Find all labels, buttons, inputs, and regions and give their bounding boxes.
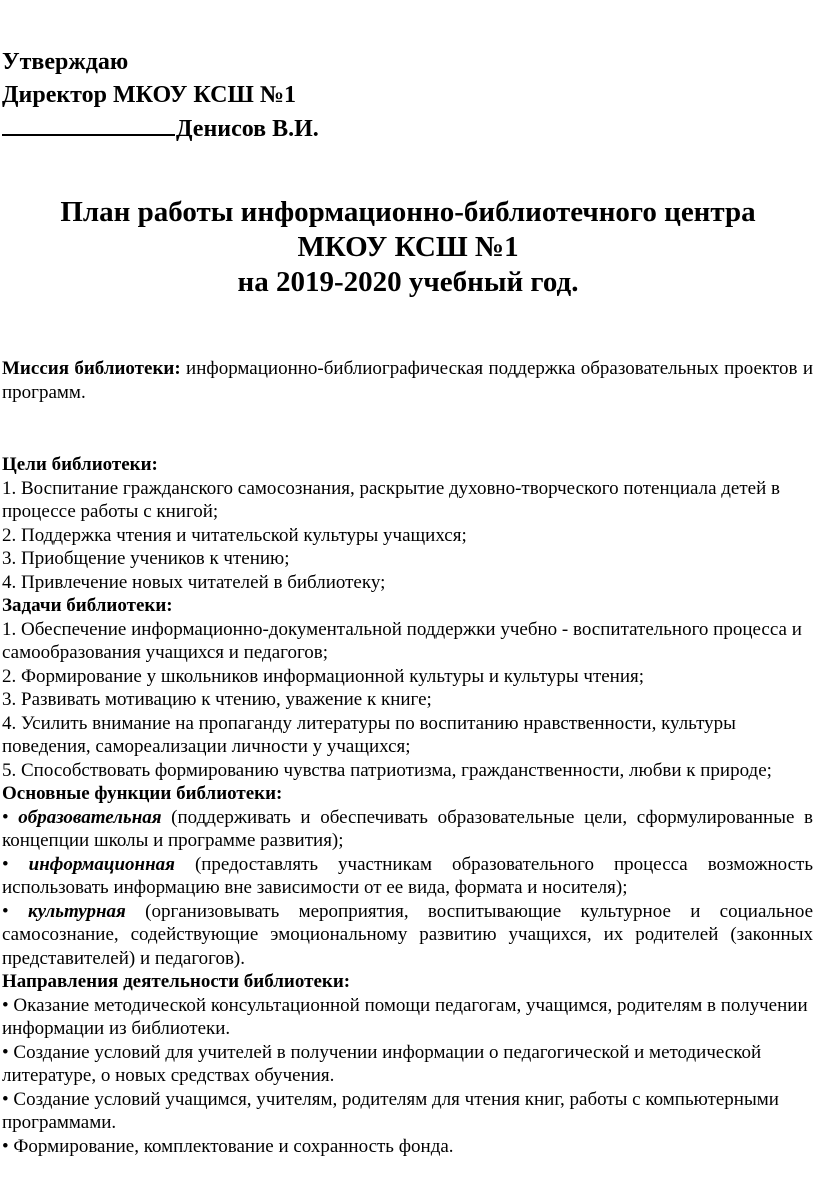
approval-label: Утверждаю bbox=[2, 49, 129, 75]
function-item bbox=[2, 900, 813, 971]
function-text: (организовывать мероприятия, воспитывающие культурное и социальное самосознание, содействующие эмоциональному развитию учащихся, их родителей (законных представителей) и педагогов). bbox=[2, 900, 814, 969]
function-term: информационная bbox=[28, 853, 175, 875]
task-item: 5. Способствовать формированию чувства патриотизма, гражданственности, любви к природе; bbox=[2, 759, 772, 781]
directions-heading: Направления деятельности библиотеки: bbox=[2, 971, 351, 992]
approval-block bbox=[2, 46, 319, 146]
task-item: 2. Формирование у школьников информационной культуры и культуры чтения; bbox=[2, 665, 645, 687]
document-title bbox=[0, 195, 816, 300]
goal-item: 1. Воспитание гражданского самосознания, раскрытие духовно-творческого потенциала детей в процессе работы с книгой; bbox=[2, 477, 780, 522]
direction-item: • Формирование, комплектование и сохранность фонда. bbox=[2, 1135, 454, 1157]
function-text: (поддерживать и обеспечивать образовательные цели, сформулированные в концепции школы и программе развития); bbox=[2, 806, 814, 851]
function-item bbox=[2, 853, 813, 900]
goal-item: 3. Приобщение учеников к чтению; bbox=[2, 548, 290, 569]
signature-line bbox=[2, 112, 175, 136]
function-item bbox=[2, 806, 813, 853]
direction-item: • Создание условий учащимся, учителям, родителям для чтения книг, работы с компьютерными программами. bbox=[2, 1088, 779, 1133]
approval-signature bbox=[2, 112, 319, 146]
bullet: • bbox=[2, 900, 9, 922]
function-text: (предоставлять участникам образовательного процесса возможность использовать информацию вне зависимости от ее вида, формата и носителя); bbox=[2, 853, 814, 898]
mission-text: информационно-библиографическая поддержка образовательных проектов и программ. bbox=[2, 358, 813, 403]
mission-paragraph bbox=[2, 357, 813, 404]
main-content bbox=[2, 453, 813, 1158]
bullet: • bbox=[2, 806, 9, 828]
direction-item: • Оказание методической консультационной помощи педагогам, учащимся, родителям в получении информации из библиотеки. bbox=[2, 994, 808, 1039]
mission-heading: Миссия библиотеки: bbox=[2, 358, 181, 379]
functions-heading: Основные функции библиотеки: bbox=[2, 783, 283, 804]
bullet: • bbox=[2, 853, 9, 875]
direction-item: • Создание условий для учителей в получении информации о педагогической и методической литературе, о новых средствах обучения. bbox=[2, 1041, 762, 1086]
task-item: 1. Обеспечение информационно-документальной поддержки учебно - воспитательного процесса и самообразования учащихся и педагогов; bbox=[2, 618, 802, 663]
function-term: образовательная bbox=[18, 806, 162, 828]
goal-item: 4. Привлечение новых читателей в библиотеку; bbox=[2, 571, 386, 593]
mission-section bbox=[2, 357, 813, 404]
title-line-1: План работы информационно-библиотечного центра bbox=[60, 196, 756, 228]
title-line-3: на 2019-2020 учебный год. bbox=[237, 266, 579, 298]
tasks-heading: Задачи библиотеки: bbox=[2, 595, 173, 616]
signer-name: Денисов В.И. bbox=[176, 116, 319, 142]
task-item: 3. Развивать мотивацию к чтению, уважение к книге; bbox=[2, 689, 432, 710]
approval-position: Директор МКОУ КСШ №1 bbox=[2, 82, 296, 108]
goal-item: 2. Поддержка чтения и читательской культуры учащихся; bbox=[2, 524, 467, 546]
task-item: 4. Усилить внимание на пропаганду литературы по воспитанию нравственности, культуры поведения, самореализации личности у учащихся; bbox=[2, 712, 736, 757]
title-line-2: МКОУ КСШ №1 bbox=[297, 231, 519, 263]
goals-heading: Цели библиотеки: bbox=[2, 454, 158, 475]
function-term: культурная bbox=[27, 900, 126, 922]
